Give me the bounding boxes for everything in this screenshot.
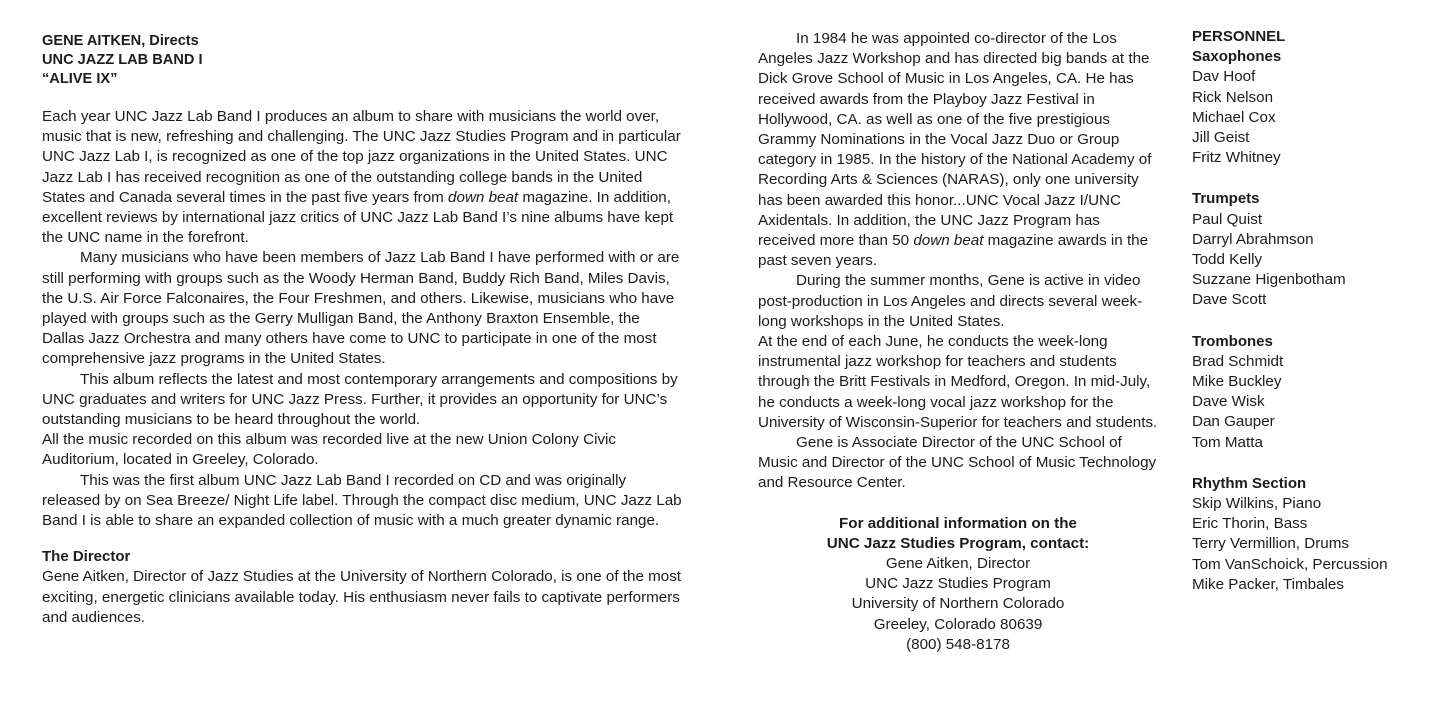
contact-line: Gene Aitken, Director (885, 555, 1031, 573)
member-name: Dav Hoof (1192, 68, 1256, 86)
paragraph-associate: Gene is Associate Director of the UNC School of Music and Director of the UNC School of Music Technology and Resource Center. (758, 434, 1157, 492)
magazine-name: down beat (448, 188, 519, 206)
member-name: Jill Geist (1192, 129, 1250, 147)
header-line: GENE AITKEN, Directs (42, 33, 199, 49)
album-header (42, 32, 682, 89)
contact-line: University of Northern Colorado (851, 595, 1065, 613)
member-name: Fritz Whitney (1192, 149, 1281, 167)
contact-phone: (800) 548-8178 (906, 635, 1010, 653)
director-paragraph: Gene Aitken, Director of Jazz Studies at the University of Northern Colorado, is one of the most exciting, energetic clinicians available today. His enthusiasm never fails to captivate performers and audiences. (42, 568, 682, 626)
paragraph-recording: All the music recorded on this album was recorded live at the new Union Colony Civic Auditorium, located in Greeley, Colorado. (42, 431, 617, 469)
member-name: Rick Nelson (1192, 88, 1274, 106)
member-name: Paul Quist (1192, 210, 1263, 228)
member-name: Michael Cox (1192, 108, 1276, 126)
header-line: UNC JAZZ LAB BAND I (42, 52, 203, 68)
contact-line: Greeley, Colorado 80639 (873, 615, 1043, 633)
personnel-column (1192, 27, 1432, 595)
member-name: Darryl Abrahmson (1192, 230, 1314, 248)
left-column (42, 32, 682, 628)
paragraph-summer: During the summer months, Gene is active in video post-production in Los Angeles and directs several week-long workshops in the United States. (758, 272, 1143, 330)
member-name: Eric Thorin, Bass (1192, 515, 1308, 533)
member-name: Dan Gauper (1192, 413, 1275, 431)
magazine-name: down beat (913, 232, 984, 250)
director-heading: The Director (42, 548, 131, 566)
header-line: “ALIVE IX” (42, 71, 118, 87)
paragraph-album: This album reflects the latest and most contemporary arrangements and compositions by UNC graduates and writers for UNC Jazz Press. Further, it provides an opportunity for UNC’s outstanding musicians to be heard throughout the world. (42, 370, 678, 429)
member-name: Dave Scott (1192, 291, 1267, 309)
section-heading: Saxophones (1192, 48, 1282, 66)
member-name: Mike Buckley (1192, 373, 1282, 391)
paragraph-workshops: At the end of each June, he conducts the week-long instrumental jazz workshop for teachers and students through the Britt Festivals in Medford, Oregon. In mid-July, he conducts a week-long vocal jazz workshop for the University of Wisconsin-Superior for teachers and students. (758, 333, 1158, 431)
section-heading: Trombones (1192, 332, 1273, 350)
contact-line: UNC Jazz Studies Program (865, 575, 1051, 593)
member-name: Suzzane Higenbotham (1192, 271, 1346, 289)
contact-heading: UNC Jazz Studies Program, contact: (826, 534, 1090, 552)
paragraph-cd: This was the first album UNC Jazz Lab Band I recorded on CD and was originally released by on Sea Breeze/ Night Life label. Through the compact disc medium, UNC Jazz Lab Band I is able to share an expanded collection of music with a much greater dynamic range. (42, 471, 682, 530)
section-heading: Rhythm Section (1192, 474, 1307, 492)
member-name: Tom VanSchoick, Percussion (1192, 555, 1388, 573)
member-name: Mike Packer, Timbales (1192, 575, 1344, 593)
member-name: Brad Schmidt (1192, 352, 1284, 370)
paragraph-intro: Each year UNC Jazz Lab Band I produces an album to share with musicians the world over, music that is new, refreshing and challenging. The UNC Jazz Studies Program and in particular UNC Jazz Lab I, is recognized as one of the top jazz organizations in the United States. UNC Jazz Lab I has received recognition as one of the outstanding college bands in the United States and Canada several times in the past five years from down beat magazine. In addition, excellent reviews by international jazz critics of UNC Jazz Lab Band I’s nine albums have kept the UNC name in the forefront. (42, 108, 681, 247)
member-name: Todd Kelly (1192, 251, 1263, 269)
section-heading: Trumpets (1192, 190, 1260, 208)
member-name: Tom Matta (1192, 433, 1263, 451)
member-name: Dave Wisk (1192, 393, 1265, 411)
paragraph-alumni: Many musicians who have been members of Jazz Lab Band I have performed with or are still performing with groups such as the Woody Herman Band, Buddy Rich Band, Miles Davis, the U.S. Air Force Falconaires, the Four Freshmen, and others. Likewise, musicians who have played with groups such as the Gerry Mulligan Band, the Anthony Braxton Ensemble, the Dallas Jazz Orchestra and many others have come to UNC to participate in one of the most comprehensive jazz programs in the United States. (42, 249, 680, 368)
member-name: Skip Wilkins, Piano (1192, 495, 1322, 513)
middle-column (758, 29, 1158, 655)
contact-heading: For additional information on the (839, 514, 1077, 532)
member-name: Terry Vermillion, Drums (1192, 535, 1349, 553)
personnel-title: PERSONNEL (1192, 28, 1286, 45)
paragraph-awards: In 1984 he was appointed co-director of the Los Angeles Jazz Workshop and has directed big bands at the Dick Grove School of Music in Los Angeles, CA. He has received awards from the Playboy Jazz Festival in Hollywood, CA. as well as one of the five prestigious Grammy Nominations in the Vocal Jazz Duo or Group category in 1985. In the history of the National Academy of Recording Arts & Sciences (NARAS), only one university has been awarded this honor...UNC Vocal Jazz I/UNC Axidentals. In addition, the UNC Jazz Program has received more than 50 down beat magazine awards in the past seven years. (758, 30, 1152, 270)
contact-block (758, 514, 1158, 655)
